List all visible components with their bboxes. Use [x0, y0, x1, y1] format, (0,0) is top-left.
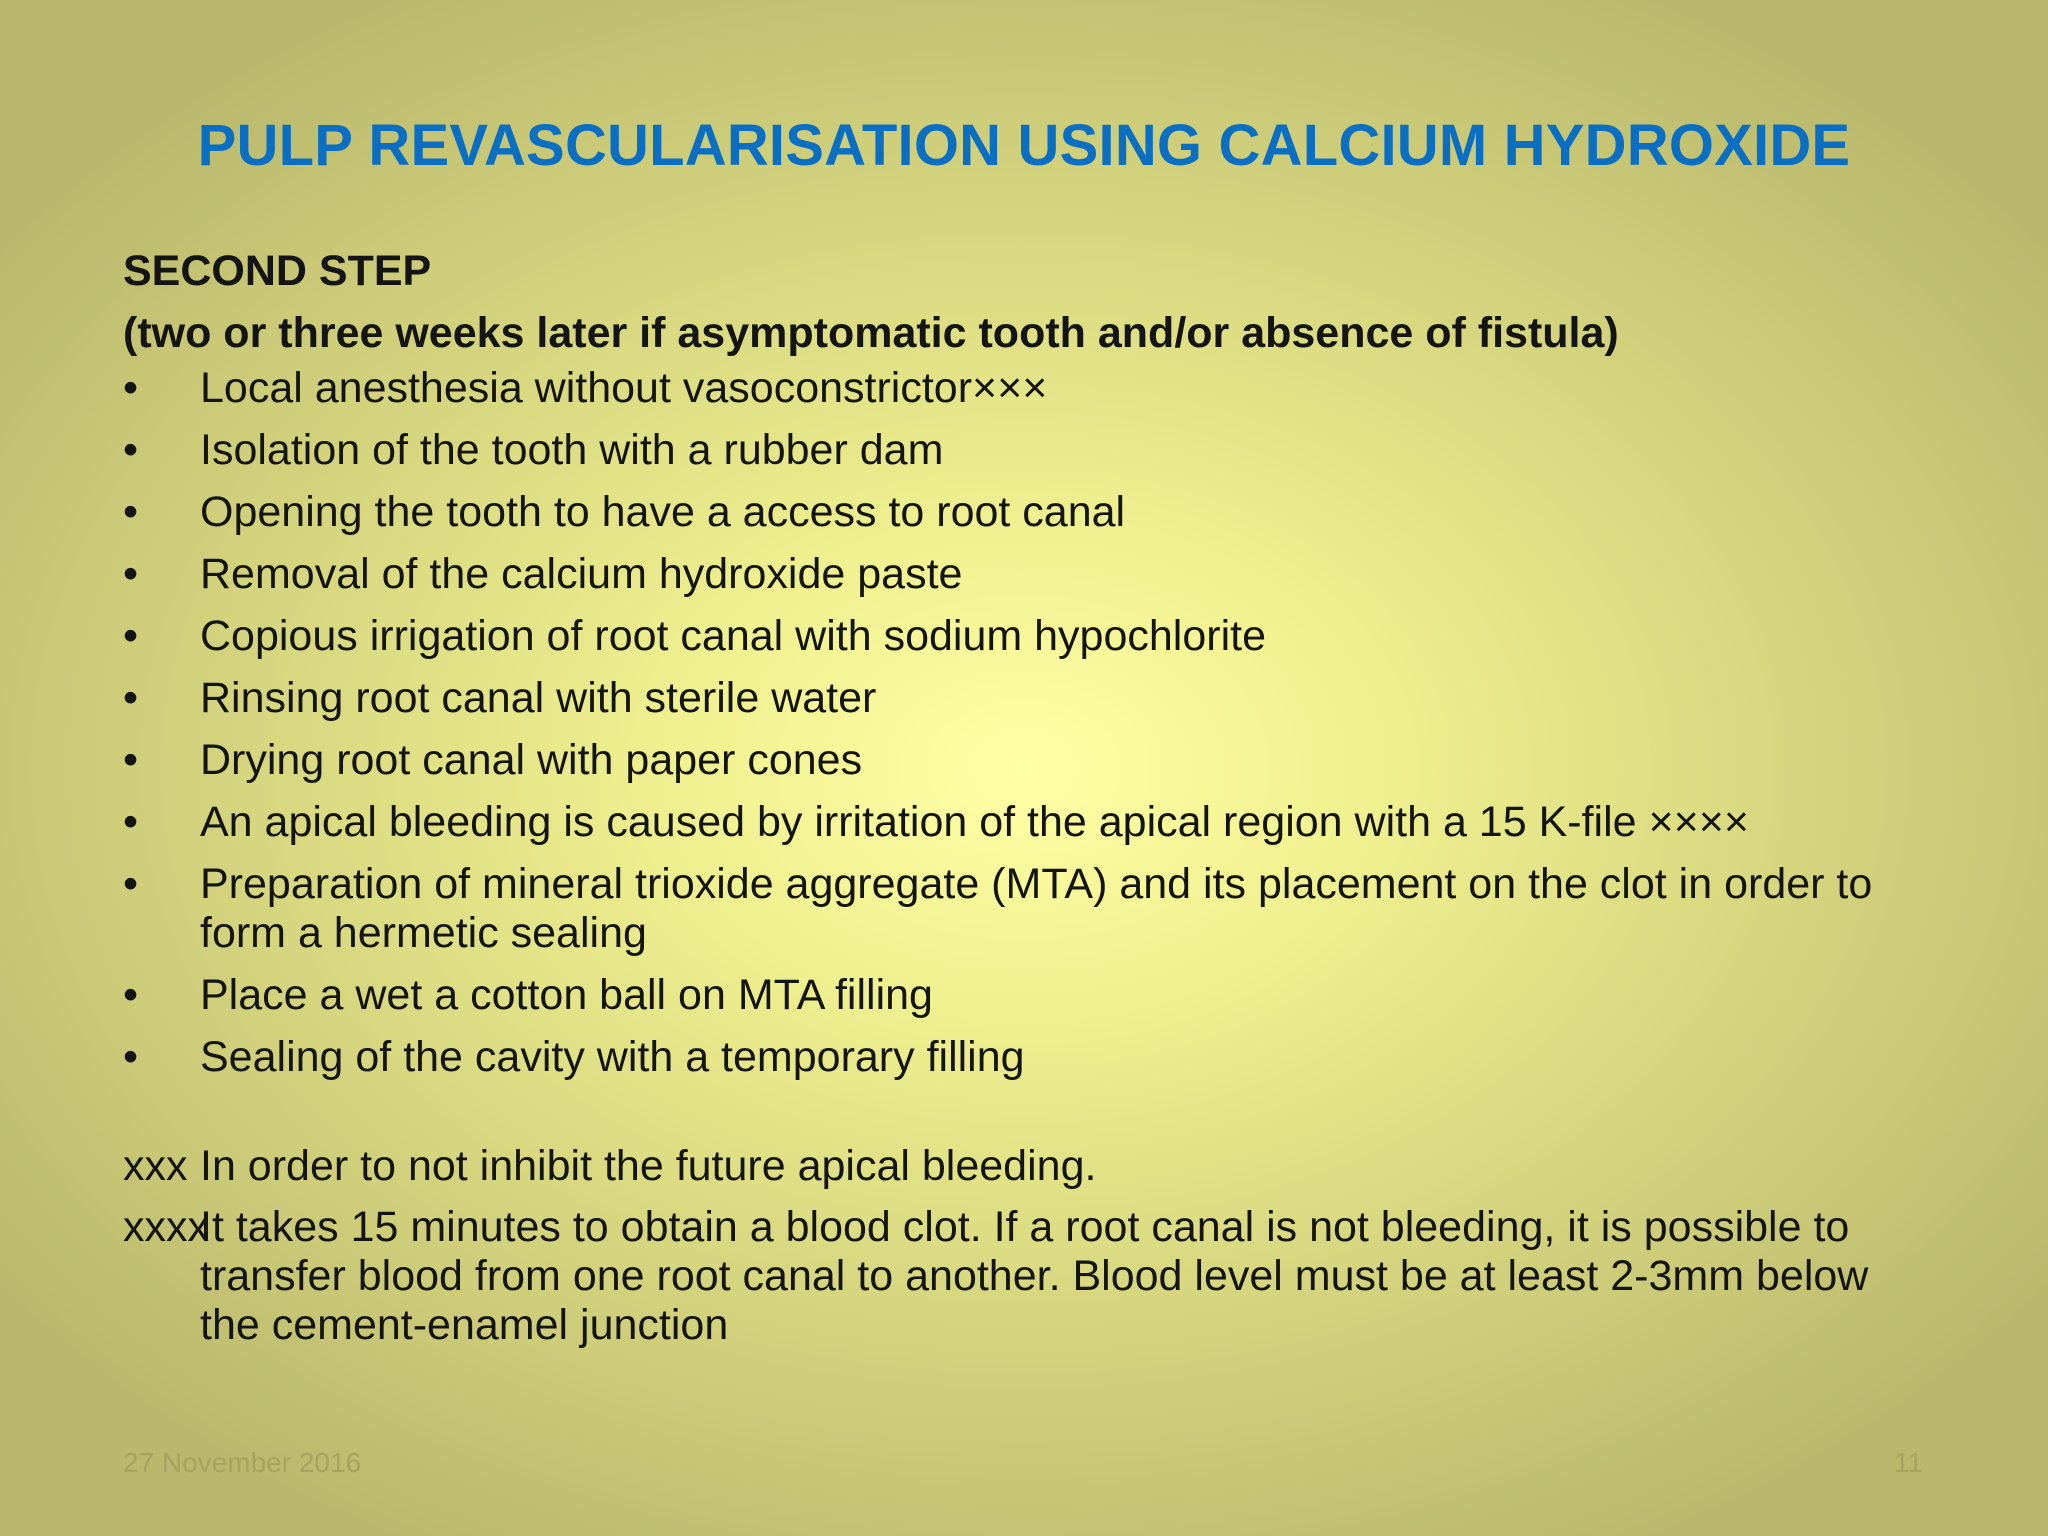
list-item: [123, 1033, 1903, 1082]
list-item: [123, 860, 1903, 958]
list-item: [123, 488, 1903, 537]
list-item: [123, 550, 1903, 599]
footnote: [123, 1203, 1903, 1350]
list-item: [123, 971, 1903, 1020]
step-text: Preparation of mineral trioxide aggregate (MTA) and its placement on the clot in order to form a hermetic sealing: [200, 860, 1873, 957]
footnote: [123, 1142, 1903, 1191]
bullet-icon: •: [123, 364, 139, 412]
bullet-icon: •: [123, 798, 139, 846]
bullet-icon: •: [123, 488, 139, 536]
step-subheading: (two or three weeks later if asymptomatic tooth and/or absence of fistula): [123, 309, 1619, 357]
list-item: [123, 612, 1903, 661]
footnote-text: In order to not inhibit the future apical bleeding.: [200, 1142, 1097, 1190]
bullet-icon: •: [123, 736, 139, 784]
footnote-mark: xxxx: [123, 1203, 209, 1251]
bullet-icon: •: [123, 971, 139, 1019]
bullet-icon: •: [123, 612, 139, 660]
slide-content: [123, 240, 1903, 1362]
step-text: Drying root canal with paper cones: [200, 736, 863, 784]
list-item: [123, 426, 1903, 475]
step-text: Copious irrigation of root canal with sodium hypochlorite: [200, 612, 1266, 660]
step-text: Removal of the calcium hydroxide paste: [200, 550, 963, 598]
step-text: Local anesthesia without vasoconstrictor×××: [200, 364, 1048, 412]
step-heading: SECOND STEP: [123, 247, 432, 295]
slide-title: PULP REVASCULARISATION USING CALCIUM HYDROXIDE: [197, 113, 1851, 178]
step-text: Place a wet a cotton ball on MTA filling: [200, 971, 933, 1019]
step-text: Rinsing root canal with sterile water: [200, 674, 877, 722]
step-text: Sealing of the cavity with a temporary filling: [200, 1033, 1025, 1081]
bullet-icon: •: [123, 674, 139, 722]
list-item: [123, 736, 1903, 785]
bullet-icon: •: [123, 426, 139, 474]
list-item: [123, 674, 1903, 723]
bullet-icon: •: [123, 1033, 139, 1081]
footnotes: [123, 1142, 1903, 1350]
page-number: 11: [1893, 1447, 1923, 1478]
list-item: [123, 364, 1903, 413]
step-text: Isolation of the tooth with a rubber dam: [200, 426, 944, 474]
bullet-icon: •: [123, 550, 139, 598]
footnote-text: It takes 15 minutes to obtain a blood clot. If a root canal is not bleeding, it is possible to transfer blood from one root canal to another. Blood level must be at least 2-3mm below the cement-enamel junction: [200, 1203, 1869, 1349]
bullet-icon: •: [123, 860, 139, 908]
step-text: Opening the tooth to have a access to root canal: [200, 488, 1126, 536]
footer-date: 27 November 2016: [123, 1447, 362, 1478]
step-text: An apical bleeding is caused by irritation of the apical region with a 15 K-file ××××: [200, 798, 1749, 846]
steps-list: [123, 364, 1903, 1082]
footnote-mark: xxx: [123, 1142, 188, 1190]
list-item: [123, 798, 1903, 847]
